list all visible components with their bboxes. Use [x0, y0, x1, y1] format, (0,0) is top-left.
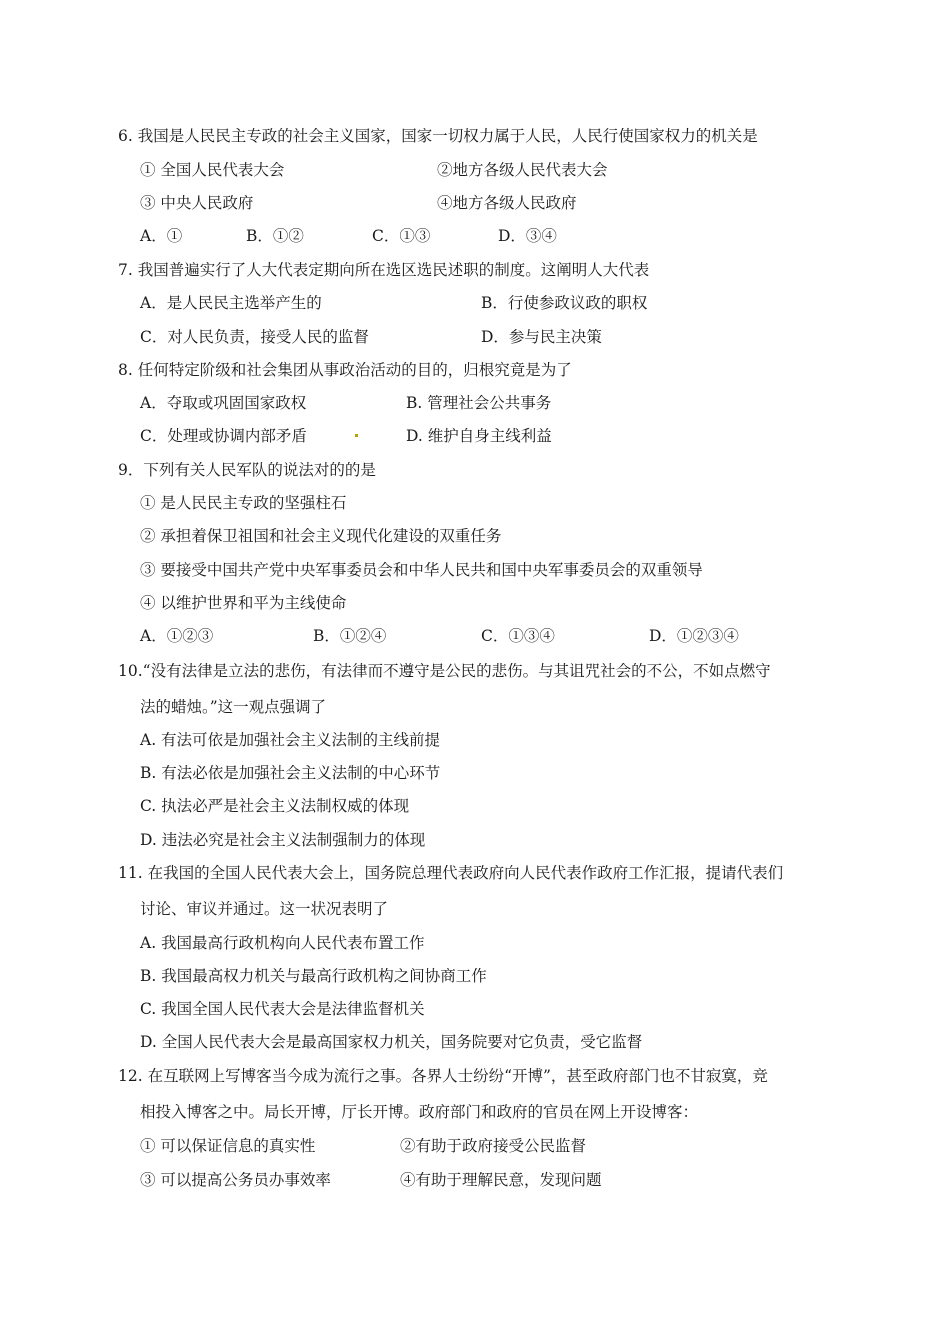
q8-choice-c: C．处理或协调内部矛盾: [140, 427, 307, 445]
q8-choice-b: B. 管理社会公共事务: [406, 394, 552, 412]
q6-option-2: ②地方各级人民代表大会: [437, 161, 608, 179]
q9-item-3: ③ 要接受中国共产党中央军事委员会和中华人民共和国中央军事委员会的双重领导: [140, 561, 703, 579]
q6-choice-b: B．①②: [246, 227, 304, 245]
q9-choice-b: B．①②④: [313, 627, 387, 645]
q8-stem: 8. 任何特定阶级和社会集团从事政治活动的目的，归根究竟是为了: [118, 361, 572, 379]
q9-stem: 9．下列有关人民军队的说法对的的是: [118, 461, 376, 479]
q7-choice-a: A．是人民民主选举产生的: [140, 294, 322, 312]
q7-choice-d: D．参与民主决策: [481, 328, 602, 346]
q8-choice-d: D. 维护自身主线利益: [406, 427, 552, 445]
q10-stem-line-2: 法的蜡烛。”这一观点强调了: [140, 698, 327, 716]
q12-option-2: ②有助于政府接受公民监督: [400, 1137, 587, 1155]
q6-option-1: ① 全国人民代表大会: [140, 161, 285, 179]
q9-item-1: ① 是人民民主专政的坚强柱石: [140, 494, 347, 512]
q11-stem-line-2: 讨论、审议并通过。这一状况表明了: [140, 900, 389, 918]
q6-choice-a: A．①: [140, 227, 183, 245]
q9-item-4: ④ 以维护世界和平为主线使命: [140, 594, 347, 612]
q6-choice-d: D．③④: [498, 227, 557, 245]
q6-option-4: ④地方各级人民政府: [437, 194, 577, 212]
q9-item-2: ② 承担着保卫祖国和社会主义现代化建设的双重任务: [140, 527, 502, 545]
q8-choice-a: A．夺取或巩固国家政权: [140, 394, 307, 412]
q7-stem: 7. 我国普遍实行了人大代表定期向所在选区选民述职的制度。这阐明人大代表: [118, 261, 650, 279]
q10-stem-line-1: 10.“没有法律是立法的悲伤，有法律而不遵守是公民的悲伤。与其诅咒社会的不公，不如点燃守: [118, 662, 771, 680]
q9-choice-c: C．①③④: [481, 627, 555, 645]
q11-choice-c: C. 我国全国人民代表大会是法律监督机关: [140, 1000, 425, 1018]
q6-option-3: ③ 中央人民政府: [140, 194, 254, 212]
q11-stem-line-1: 11. 在我国的全国人民代表大会上，国务院总理代表政府向人民代表作政府工作汇报，提请代表们: [118, 864, 784, 882]
q11-choice-d: D. 全国人民代表大会是最高国家权力机关，国务院要对它负责，受它监督: [140, 1033, 643, 1051]
q12-stem-line-2: 相投入博客之中。局长开博，厅长开博。政府部门和政府的官员在网上开设博客：: [140, 1103, 699, 1121]
q11-choice-a: A. 我国最高行政机构向人民代表布置工作: [140, 934, 425, 952]
q11-choice-b: B. 我国最高权力机关与最高行政机构之间协商工作: [140, 967, 487, 985]
q12-option-1: ① 可以保证信息的真实性: [140, 1137, 316, 1155]
q9-choice-a: A．①②③: [140, 627, 214, 645]
q10-choice-d: D. 违法必究是社会主义法制强制力的体现: [140, 831, 426, 849]
q12-option-4: ④有助于理解民意，发现问题: [400, 1171, 602, 1189]
q7-choice-b: B．行使参政议政的职权: [481, 294, 648, 312]
q10-choice-b: B. 有法必依是加强社会主义法制的中心环节: [140, 764, 441, 782]
q9-choice-d: D．①②③④: [649, 627, 739, 645]
q12-stem-line-1: 12. 在互联网上写博客当今成为流行之事。各界人士纷纷“开博”，甚至政府部门也不甘寂寞，竞: [118, 1067, 768, 1085]
q7-choice-c: C．对人民负责，接受人民的监督: [140, 328, 369, 346]
q10-choice-a: A. 有法可依是加强社会主义法制的主线前提: [140, 731, 441, 749]
q12-option-3: ③ 可以提高公务员办事效率: [140, 1171, 331, 1189]
q6-choice-c: C．①③: [372, 227, 431, 245]
stray-dot: [355, 434, 358, 437]
q6-stem: 6. 我国是人民民主专政的社会主义国家，国家一切权力属于人民，人民行使国家权力的机关是: [118, 127, 758, 145]
q10-choice-c: C. 执法必严是社会主义法制权威的体现: [140, 797, 410, 815]
